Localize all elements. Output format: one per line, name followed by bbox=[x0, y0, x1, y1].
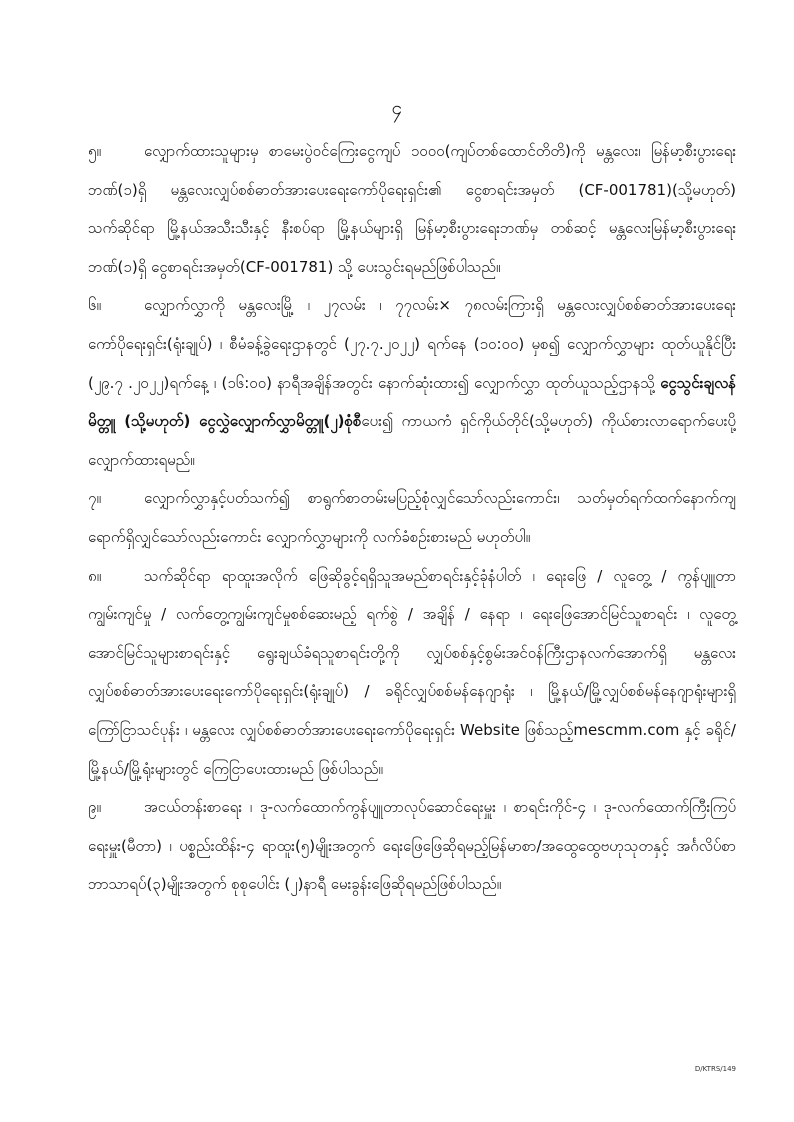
document-body bbox=[88, 132, 736, 904]
paragraph-text: လျှောက်ထားသူများမှ စာမေးပွဲဝင်ကြေးငွေကျပ် ၁၀၀၀(ကျပ်တစ်ထောင်တိတိ)ကို မန္တလေး၊ မြန်မာ့စီးပွားရေးဘဏ်(၁)ရှိ မန္တလေးလျှပ်စစ်ဓာတ်အားပေးရေးကော်ပိုရေးရှင်း၏ ငွေစာရင်းအမှတ် (CF-001781)(သို့မဟုတ်) သက်ဆိုင်ရာ မြို့နယ်အသီးသီးနှင့် နီးစပ်ရာ မြို့နယ်များရှိ မြန်မာ့စီးပွားရေးဘဏ်မှ တစ်ဆင့် မန္တလေးမြန်မာ့စီးပွားရေးဘဏ်(၁)ရှိ ငွေစာရင်းအမှတ်(CF-001781) သို့ ပေးသွင်းရမည်ဖြစ်ပါသည်။ bbox=[88, 142, 736, 276]
paragraph-7 bbox=[88, 479, 736, 556]
paragraph-number: ၅။ bbox=[88, 142, 101, 160]
paragraph-number: ၆။ bbox=[88, 296, 101, 315]
paragraph-bold-text: ငွေသွင်းချလန်မိတ္တူ (သို့မဟုတ်) ငွေလွှဲလျှောက်လွှာမိတ္တူ(၂)စုံစီ bbox=[88, 373, 736, 431]
paragraph-text-continued: ပေး၍ ကာယကံ ရှင်ကိုယ်တိုင်(သို့မဟုတ်) ကိုယ်စားလာရောက်ပေးပို့လျှောက်ထားရမည်။ bbox=[88, 412, 736, 469]
document-reference-code: D/KTRS/149 bbox=[694, 1065, 736, 1073]
paragraph-5 bbox=[88, 132, 736, 286]
paragraph-text: သက်ဆိုင်ရာ ရာထူးအလိုက် ဖြေဆိုခွင့်ရရှိသူအမည်စာရင်းနှင့်ခုံနံပါတ် ၊ ရေးဖြေ / လူတွေ့ / ကွန်ပျူတာကျွမ်းကျင်မှု / လက်တွေ့ကျွမ်းကျင်မှုစစ်ဆေးမည့် ရက်စွဲ / အချိန် / နေရာ ၊ ရေးဖြေအောင်မြင်သူစာရင်း ၊ လူတွေ့အောင်မြင်သူများစာရင်းနှင့် ရွေးချယ်ခံရသူစာရင်းတို့ကို လျှပ်စစ်နှင့်စွမ်းအင်ဝန်ကြီးဌာနလက်အောက်ရှိ မန္တလေးလျှပ်စစ်ဓာတ်အားပေးရေးကော်ပိုရေးရှင်း(ရုံးချုပ်) / ခရိုင်လျှပ်စစ်မန်နေဂျာရုံး ၊ မြို့နယ်/မြို့လျှပ်စစ်မန်နေဂျာရုံးများရှိ ကြော်ငြာသင်ပုန်း ၊ မန္တလေး လျှပ်စစ်ဓာတ်အားပေးရေးကော်ပိုရေးရှင်း Website ဖြစ်သည့်mescmm.com နှင့် ခရိုင်/မြို့နယ်/မြို့ရုံးများတွင် ကြေငြာပေးထားမည် ဖြစ်ပါသည်။ bbox=[88, 566, 736, 778]
paragraph-number: ၈။ bbox=[88, 566, 102, 585]
paragraph-number: ၉။ bbox=[88, 798, 101, 817]
paragraph-number: ၇။ bbox=[88, 489, 101, 508]
paragraph-text: လျှောက်လွှာကို မန္တလေးမြို့ ၊ ၂၇လမ်း ၊ ၇၇လမ်း× ၇၈လမ်းကြားရှိ မန္တလေးလျှပ်စစ်ဓာတ်အားပေးရေးကော်ပိုရေးရှင်း(ရုံးချုပ်) ၊ စီမံခန့်ခွဲရေးဌာနတွင် (၂၇.၇.၂၀၂၂) ရက်နေ (၁၀:၀၀) မှစ၍ လျှောက်လွှာများ ထုတ်ယူနိုင်ပြီး (၂၉.၇ .၂၀၂၂)ရက်နေ့ ၊ (၁၆:၀၀) နာရီအချိန်အတွင်း နောက်ဆုံးထား၍ လျှောက်လွှာ ထုတ်ယူသည့်ဌာနသို့ bbox=[88, 296, 736, 392]
paragraph-text: လျှောက်လွှာနှင့်ပတ်သက်၍ စာရွက်စာတမ်းမပြည့်စုံလျှင်သော်လည်းကောင်း၊ သတ်မှတ်ရက်ထက်နောက်ကျရောက်ရှိလျှင်သော်လည်းကောင်း လျှောက်လွှာများကို လက်ခံစဉ်းစားမည် မဟုတ်ပါ။ bbox=[88, 489, 736, 546]
paragraph-6 bbox=[88, 286, 736, 479]
paragraph-8 bbox=[88, 557, 736, 789]
page-number: ၄ bbox=[391, 97, 403, 119]
paragraph-text: အငယ်တန်းစာရေး ၊ ဒု-လက်ထောက်ကွန်ပျူတာလုပ်ဆောင်ရေးမှူး ၊ စာရင်းကိုင်-၄ ၊ ဒု-လက်ထောက်ကြီးကြပ်ရေးမှူး(မီတာ) ၊ ပစ္စည်းထိန်း-၄ ရာထူး(၅)မျိုးအတွက် ရေးဖြေဖြေဆိုရမည့်မြန်မာစာ/အထွေထွေဗဟုသုတနှင့် အင်္ဂလိပ်စာဘာသာရပ်(၃)မျိုးအတွက် စုစုပေါင်း (၂)နာရီ မေးခွန်းဖြေဆိုရမည်ဖြစ်ပါသည်။ bbox=[88, 798, 736, 894]
paragraph-9 bbox=[88, 788, 736, 904]
